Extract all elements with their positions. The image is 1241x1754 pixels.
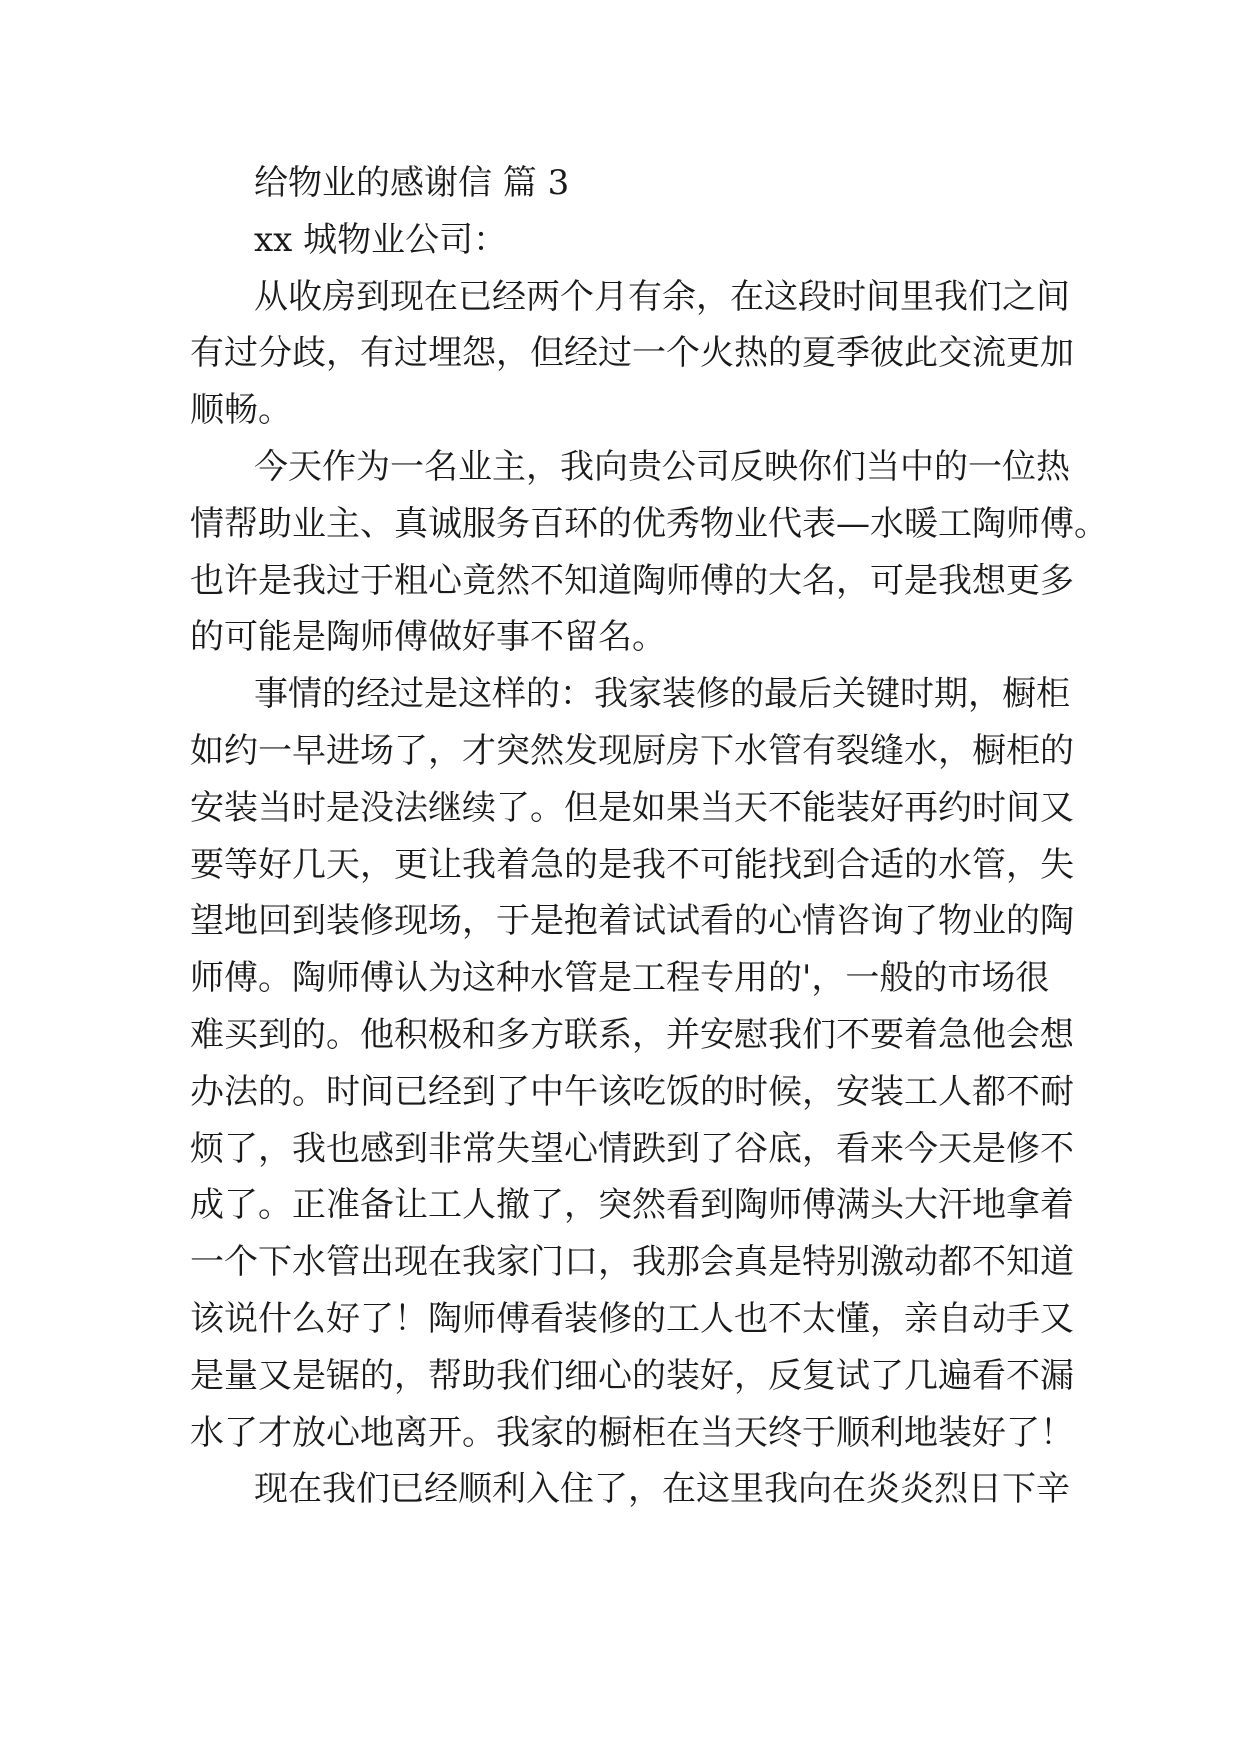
paragraph-4	[190, 1461, 1070, 1518]
letter-title: 给物业的感谢信 篇 3	[254, 163, 570, 203]
paragraph-line: 从收房到现在已经两个月有余，在这段时间里我们之间	[254, 276, 1070, 317]
paragraph-line: 是量又是锯的，帮助我们细心的装好，反复试了几遍看不漏	[190, 1355, 1074, 1396]
paragraph-line: 难买到的。他积极和多方联系，并安慰我们不要着急他会想	[190, 1014, 1074, 1055]
paragraph-line: 办法的。时间已经到了中午该吃饭的时候，安装工人都不耐	[190, 1071, 1074, 1112]
paragraph-line: 水了才放心地离开。我家的橱柜在当天终于顺利地装好了！	[190, 1412, 1074, 1453]
paragraph-line: 现在我们已经顺利入住了，在这里我向在炎炎烈日下辛	[254, 1469, 1070, 1510]
paragraph-1	[190, 269, 1074, 439]
paragraph-line: 成了。正准备让工人撤了，突然看到陶师傅满头大汗地拿着	[190, 1185, 1074, 1226]
paragraph-line: 情帮助业主、真诚服务百环的优秀物业代表—水暖工陶师傅。	[190, 503, 1108, 544]
paragraph-line: 一个下水管出现在我家门口，我那会真是特别激动都不知道	[190, 1242, 1074, 1283]
paragraph-line: 师傅。陶师傅认为这种水管是工程专用的'，一般的市场很	[190, 958, 1050, 999]
paragraph-line: 如约一早进场了，才突然发现厨房下水管有裂缝水，橱柜的	[190, 730, 1074, 771]
paragraph-2	[190, 439, 1108, 666]
paragraph-line: 事情的经过是这样的：我家装修的最后关键时期，橱柜	[254, 674, 1070, 715]
paragraph-3	[190, 666, 1074, 1461]
paragraph-line: 有过分歧，有过埋怨，但经过一个火热的夏季彼此交流更加	[190, 333, 1074, 374]
paragraph-line: 望地回到装修现场，于是抱着试试看的心情咨询了物业的陶	[190, 901, 1074, 942]
paragraph-line: 要等好几天，更让我着急的是我不可能找到合适的水管，失	[190, 844, 1074, 885]
paragraph-line: 也许是我过于粗心竟然不知道陶师傅的大名，可是我想更多	[190, 560, 1074, 601]
paragraph-line: 安装当时是没法继续了。但是如果当天不能装好再约时间又	[190, 787, 1074, 828]
paragraph-line: 该说什么好了！陶师傅看装修的工人也不太懂，亲自动手又	[190, 1298, 1074, 1339]
letter-body	[190, 155, 1108, 1518]
paragraph-line: 烦了，我也感到非常失望心情跌到了谷底，看来今天是修不	[190, 1128, 1074, 1169]
paragraph-line: 顺畅。	[190, 390, 292, 431]
paragraph-line: 今天作为一名业主，我向贵公司反映你们当中的一位热	[254, 446, 1070, 487]
paragraph-line: 的可能是陶师傅做好事不留名。	[190, 617, 666, 658]
letter-salutation: xx 城物业公司：	[254, 219, 508, 260]
